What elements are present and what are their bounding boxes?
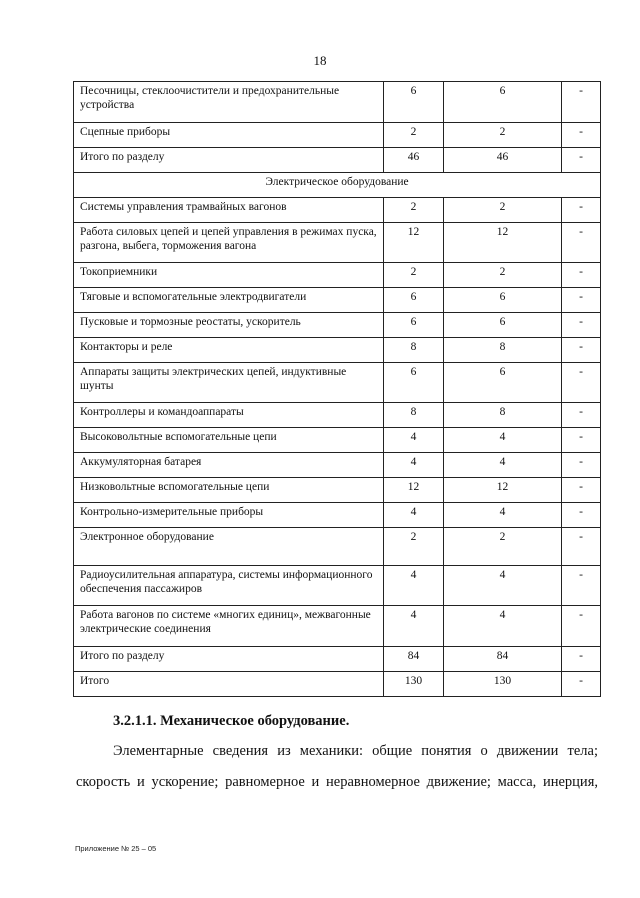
hours-theory-cell: 6 — [444, 82, 562, 123]
hours-theory-cell: 8 — [444, 403, 562, 428]
table-row — [74, 566, 601, 606]
hours-theory-cell: 130 — [444, 672, 562, 697]
table-row — [74, 363, 601, 403]
topic-cell: Пусковые и тормозные реостаты, ускоритель — [74, 313, 384, 338]
hours-theory-cell: 4 — [444, 503, 562, 528]
hours-theory-cell: 4 — [444, 606, 562, 647]
table-section-row — [74, 173, 601, 198]
hours-practice-cell: - — [562, 123, 601, 148]
hours-practice-cell: - — [562, 223, 601, 263]
hours-total-cell: 46 — [384, 148, 444, 173]
hours-practice-cell: - — [562, 647, 601, 672]
topic-cell: Контакторы и реле — [74, 338, 384, 363]
table-row — [74, 672, 601, 697]
topic-cell: Низковольтные вспомогательные цепи — [74, 478, 384, 503]
hours-practice-cell: - — [562, 288, 601, 313]
topic-cell: Сцепные приборы — [74, 123, 384, 148]
hours-practice-cell: - — [562, 672, 601, 697]
footer-note: Приложение № 25 – 05 — [75, 844, 157, 853]
topic-cell: Работа силовых цепей и цепей управления в режимах пуска, разгона, выбега, торможения вагона — [74, 223, 384, 263]
hours-total-cell: 8 — [384, 403, 444, 428]
hours-practice-cell: - — [562, 82, 601, 123]
curriculum-table — [73, 81, 601, 697]
table-row — [74, 288, 601, 313]
hours-theory-cell: 4 — [444, 428, 562, 453]
hours-total-cell: 8 — [384, 338, 444, 363]
hours-total-cell: 2 — [384, 198, 444, 223]
table-row — [74, 403, 601, 428]
table-row — [74, 223, 601, 263]
topic-cell: Итого — [74, 672, 384, 697]
table-row — [74, 647, 601, 672]
table-row — [74, 478, 601, 503]
table-row — [74, 263, 601, 288]
table-body — [74, 82, 601, 697]
table-row — [74, 428, 601, 453]
hours-total-cell: 130 — [384, 672, 444, 697]
topic-cell: Аккумуляторная батарея — [74, 453, 384, 478]
hours-total-cell: 12 — [384, 478, 444, 503]
topic-cell: Итого по разделу — [74, 647, 384, 672]
hours-practice-cell: - — [562, 453, 601, 478]
topic-cell: Системы управления трамвайных вагонов — [74, 198, 384, 223]
hours-practice-cell: - — [562, 478, 601, 503]
hours-total-cell: 2 — [384, 528, 444, 566]
hours-practice-cell: - — [562, 148, 601, 173]
topic-cell: Радиоусилительная аппаратура, системы информационного обеспечения пассажиров — [74, 566, 384, 606]
hours-theory-cell: 2 — [444, 263, 562, 288]
hours-practice-cell: - — [562, 313, 601, 338]
hours-total-cell: 6 — [384, 363, 444, 403]
topic-cell: Контроллеры и командоаппараты — [74, 403, 384, 428]
section-heading: 3.2.1.1. Механическое оборудование. — [113, 713, 350, 729]
hours-total-cell: 2 — [384, 263, 444, 288]
hours-theory-cell: 2 — [444, 123, 562, 148]
hours-total-cell: 6 — [384, 288, 444, 313]
page-number: 18 — [313, 53, 327, 68]
hours-theory-cell: 4 — [444, 453, 562, 478]
topic-cell: Песочницы, стеклоочистители и предохранительные устройства — [74, 82, 384, 123]
table-row — [74, 198, 601, 223]
hours-practice-cell: - — [562, 338, 601, 363]
hours-theory-cell: 8 — [444, 338, 562, 363]
hours-practice-cell: - — [562, 403, 601, 428]
table-row — [74, 313, 601, 338]
paragraph-line-1: Элементарные сведения из механики: общие понятия о движении тела; — [113, 743, 598, 759]
hours-theory-cell: 12 — [444, 223, 562, 263]
table-row — [74, 606, 601, 647]
hours-practice-cell: - — [562, 363, 601, 403]
topic-cell: Токоприемники — [74, 263, 384, 288]
table-row — [74, 528, 601, 566]
table-row — [74, 503, 601, 528]
hours-theory-cell: 4 — [444, 566, 562, 606]
hours-practice-cell: - — [562, 566, 601, 606]
hours-practice-cell: - — [562, 528, 601, 566]
topic-cell: Высоковольтные вспомогательные цепи — [74, 428, 384, 453]
hours-total-cell: 4 — [384, 428, 444, 453]
hours-practice-cell: - — [562, 263, 601, 288]
table-row — [74, 453, 601, 478]
topic-cell: Аппараты защиты электрических цепей, индуктивные шунты — [74, 363, 384, 403]
hours-practice-cell: - — [562, 503, 601, 528]
hours-total-cell: 4 — [384, 566, 444, 606]
hours-total-cell: 4 — [384, 453, 444, 478]
hours-theory-cell: 6 — [444, 288, 562, 313]
hours-total-cell: 4 — [384, 606, 444, 647]
hours-practice-cell: - — [562, 428, 601, 453]
hours-theory-cell: 6 — [444, 313, 562, 338]
hours-total-cell: 12 — [384, 223, 444, 263]
topic-cell: Электронное оборудование — [74, 528, 384, 566]
hours-total-cell: 6 — [384, 313, 444, 338]
hours-total-cell: 2 — [384, 123, 444, 148]
hours-practice-cell: - — [562, 606, 601, 647]
hours-theory-cell: 2 — [444, 528, 562, 566]
topic-cell: Тяговые и вспомогательные электродвигатели — [74, 288, 384, 313]
table-row — [74, 123, 601, 148]
topic-cell: Работа вагонов по системе «многих единиц», межвагонные электрические соединения — [74, 606, 384, 647]
table-row — [74, 82, 601, 123]
hours-total-cell: 6 — [384, 82, 444, 123]
topic-cell: Итого по разделу — [74, 148, 384, 173]
hours-theory-cell: 2 — [444, 198, 562, 223]
hours-theory-cell: 6 — [444, 363, 562, 403]
topic-cell: Контрольно-измерительные приборы — [74, 503, 384, 528]
table-row — [74, 338, 601, 363]
hours-practice-cell: - — [562, 198, 601, 223]
hours-theory-cell: 84 — [444, 647, 562, 672]
hours-theory-cell: 12 — [444, 478, 562, 503]
table-row — [74, 148, 601, 173]
hours-total-cell: 84 — [384, 647, 444, 672]
hours-theory-cell: 46 — [444, 148, 562, 173]
hours-total-cell: 4 — [384, 503, 444, 528]
section-title-cell: Электрическое оборудование — [74, 173, 601, 198]
paragraph-line-2: скорость и ускорение; равномерное и неравномерное движение; масса, инерция, — [76, 774, 598, 790]
